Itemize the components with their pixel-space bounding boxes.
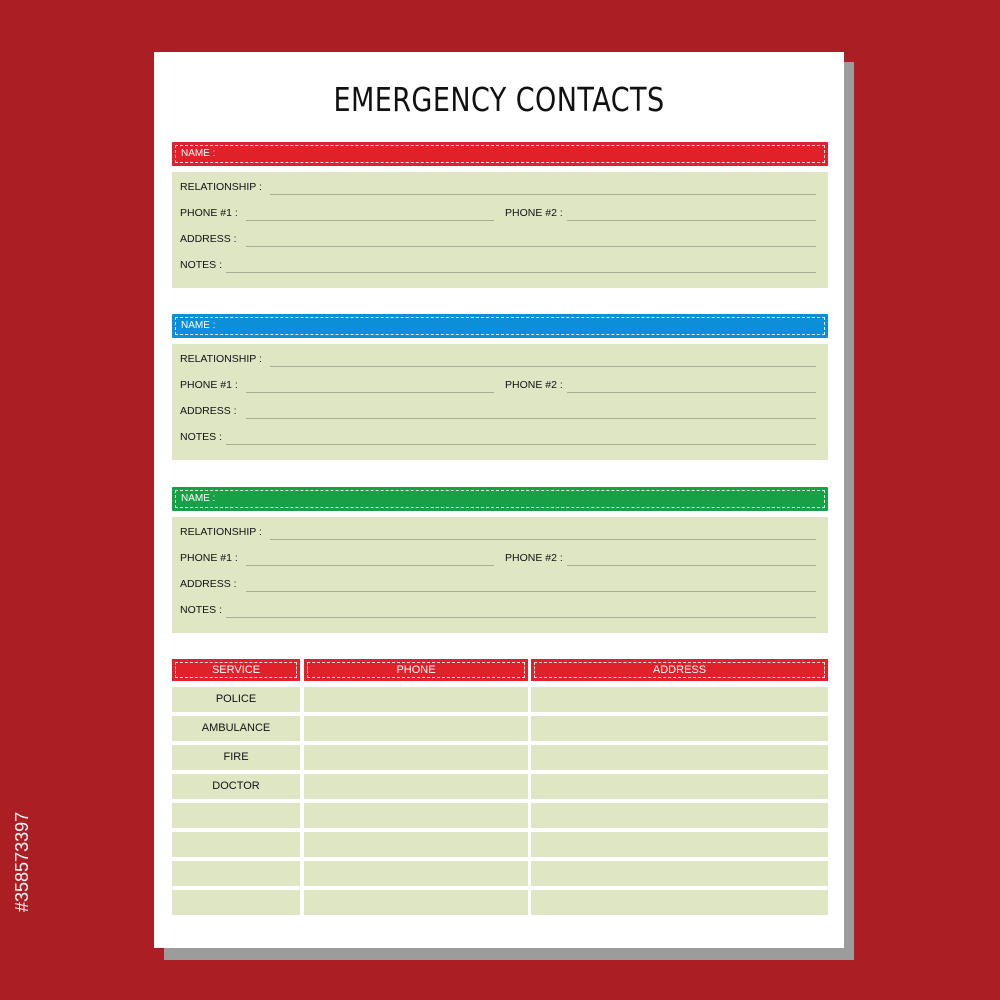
phone-cell[interactable] — [304, 861, 528, 886]
phone2-label: PHONE #2 : — [505, 379, 563, 391]
page-title: EMERGENCY CONTACTS — [333, 80, 665, 119]
address-label: ADDRESS : — [180, 233, 237, 245]
phone2-field[interactable] — [505, 550, 816, 568]
name-label: NAME : — [181, 320, 216, 331]
phone1-line — [246, 565, 494, 566]
address-cell[interactable] — [531, 774, 828, 799]
address-cell[interactable] — [531, 745, 828, 770]
name-field[interactable] — [172, 314, 828, 338]
service-cell[interactable] — [172, 861, 300, 886]
phone-cell[interactable] — [304, 716, 528, 741]
address-field[interactable] — [180, 576, 816, 594]
address-field[interactable] — [180, 403, 816, 421]
notes-line — [226, 444, 816, 445]
phone-cell[interactable] — [304, 687, 528, 712]
address-line — [246, 418, 816, 419]
notes-label: NOTES : — [180, 431, 223, 443]
column-header-address: ADDRESS — [531, 659, 828, 681]
stock-id-label: #358573397 — [12, 811, 32, 912]
address-cell[interactable] — [531, 716, 828, 741]
notes-line — [226, 272, 816, 273]
service-cell[interactable] — [172, 832, 300, 857]
notes-field[interactable] — [180, 429, 816, 447]
contact-details — [172, 344, 828, 460]
phone2-field[interactable] — [505, 205, 816, 223]
service-cell: AMBULANCE — [172, 716, 300, 741]
address-label: ADDRESS : — [180, 578, 237, 590]
phone2-line — [567, 565, 816, 566]
contact-details — [172, 172, 828, 288]
notes-label: NOTES : — [180, 604, 223, 616]
contact-card-2 — [172, 314, 828, 460]
relationship-line — [270, 539, 816, 540]
phone-cell[interactable] — [304, 803, 528, 828]
phone1-label: PHONE #1 : — [180, 552, 238, 564]
column-header-phone: PHONE — [304, 659, 528, 681]
phone-cell[interactable] — [304, 774, 528, 799]
contact-details — [172, 517, 828, 633]
phone2-line — [567, 220, 816, 221]
address-line — [246, 591, 816, 592]
relationship-label: RELATIONSHIP : — [180, 526, 262, 538]
contact-card-1 — [172, 142, 828, 288]
phone-cell[interactable] — [304, 890, 528, 915]
relationship-label: RELATIONSHIP : — [180, 181, 262, 193]
address-cell[interactable] — [531, 861, 828, 886]
name-field[interactable] — [172, 142, 828, 166]
address-line — [246, 246, 816, 247]
relationship-field[interactable] — [180, 179, 816, 197]
address-field[interactable] — [180, 231, 816, 249]
phone2-label: PHONE #2 : — [505, 552, 563, 564]
address-cell[interactable] — [531, 832, 828, 857]
notes-line — [226, 617, 816, 618]
phone2-line — [567, 392, 816, 393]
service-cell[interactable] — [172, 890, 300, 915]
phone1-line — [246, 392, 494, 393]
notes-field[interactable] — [180, 257, 816, 275]
address-cell[interactable] — [531, 890, 828, 915]
phone-cell[interactable] — [304, 832, 528, 857]
column-header-service: SERVICE — [172, 659, 300, 681]
form-sheet — [154, 52, 844, 948]
name-label: NAME : — [181, 148, 216, 159]
phone2-label: PHONE #2 : — [505, 207, 563, 219]
name-label: NAME : — [181, 493, 216, 504]
phone2-field[interactable] — [505, 377, 816, 395]
address-label: ADDRESS : — [180, 405, 237, 417]
service-cell: FIRE — [172, 745, 300, 770]
contact-card-3 — [172, 487, 828, 633]
name-field[interactable] — [172, 487, 828, 511]
phone1-label: PHONE #1 : — [180, 207, 238, 219]
relationship-field[interactable] — [180, 351, 816, 369]
relationship-line — [270, 194, 816, 195]
service-cell[interactable] — [172, 803, 300, 828]
notes-field[interactable] — [180, 602, 816, 620]
phone-cell[interactable] — [304, 745, 528, 770]
relationship-line — [270, 366, 816, 367]
address-cell[interactable] — [531, 803, 828, 828]
relationship-field[interactable] — [180, 524, 816, 542]
notes-label: NOTES : — [180, 259, 223, 271]
service-cell: DOCTOR — [172, 774, 300, 799]
relationship-label: RELATIONSHIP : — [180, 353, 262, 365]
address-cell[interactable] — [531, 687, 828, 712]
phone1-line — [246, 220, 494, 221]
service-cell: POLICE — [172, 687, 300, 712]
phone1-label: PHONE #1 : — [180, 379, 238, 391]
